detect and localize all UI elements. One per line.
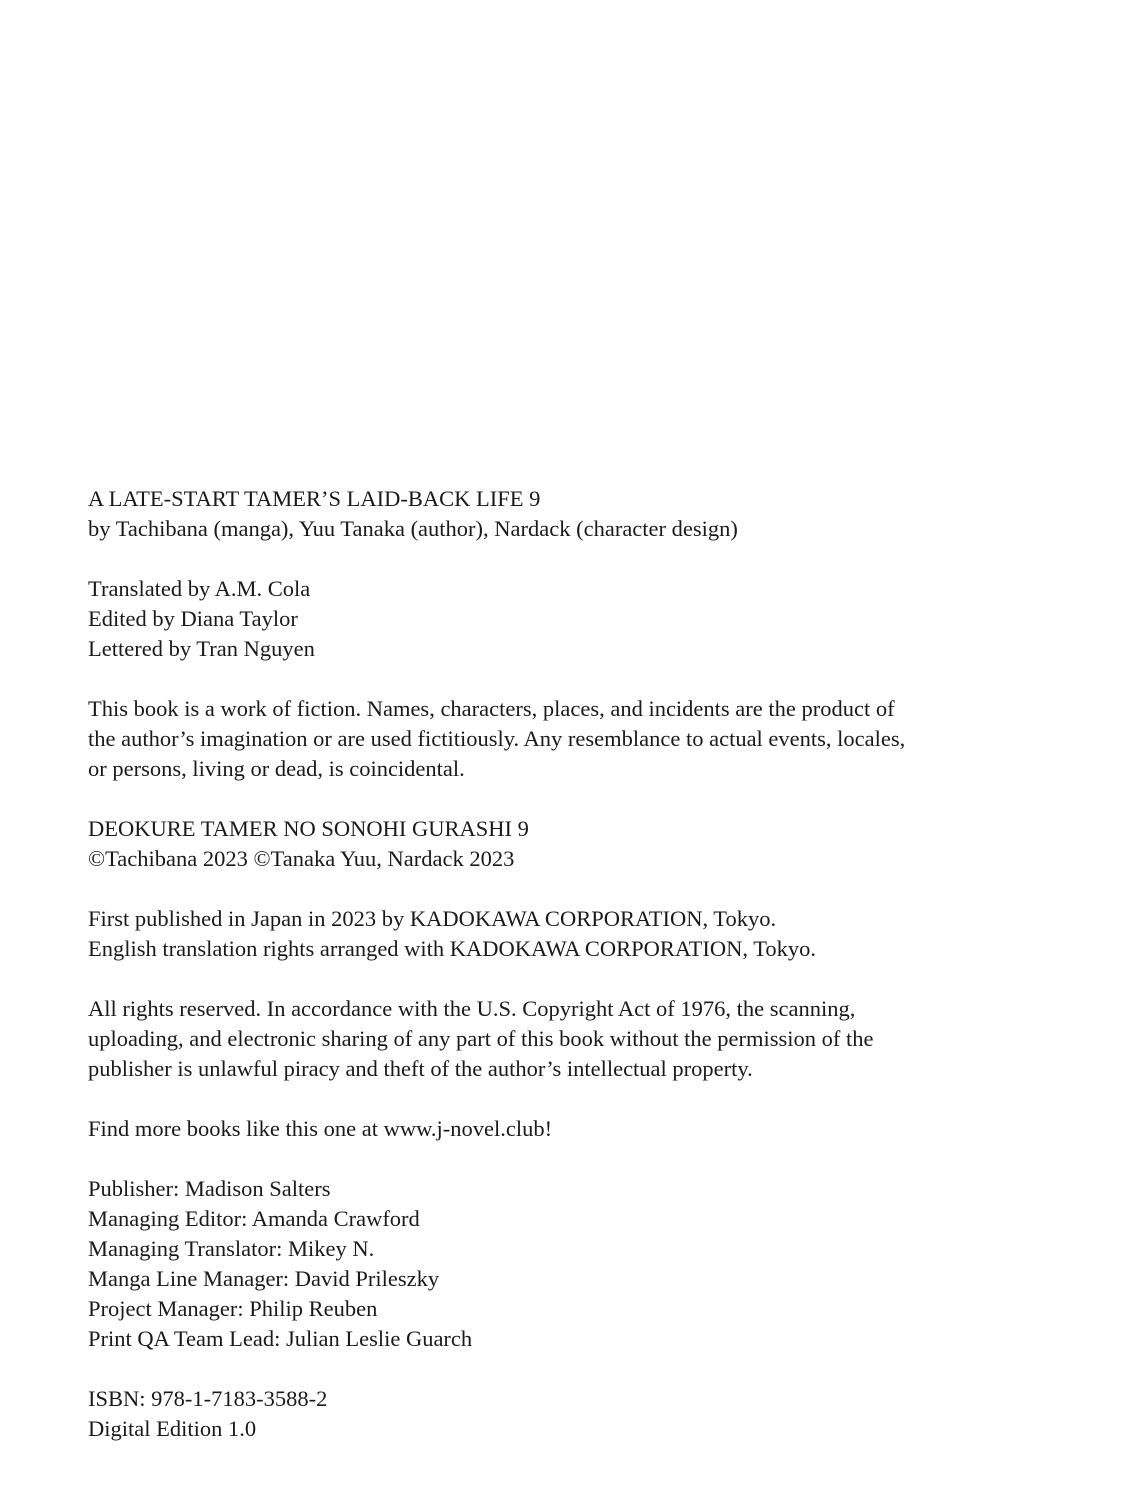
byline: by Tachibana (manga), Yuu Tanaka (author), Nardack (character design): [88, 516, 738, 541]
translator-credit: Translated by A.M. Cola: [88, 576, 311, 601]
disclaimer-line: or persons, living or dead, is coincidental.: [88, 756, 465, 781]
editor-credit: Edited by Diana Taylor: [88, 606, 298, 631]
spacer: [88, 664, 1048, 694]
spacer: [88, 964, 1048, 994]
digital-edition: Digital Edition 1.0: [88, 1416, 257, 1441]
letterer-credit: Lettered by Tran Nguyen: [88, 636, 315, 661]
disclaimer-line: the author’s imagination or are used fictitiously. Any resemblance to actual events, locales,: [88, 726, 906, 751]
managing-editor-credit: Managing Editor: Amanda Crawford: [88, 1206, 420, 1231]
project-manager-credit: Project Manager: Philip Reuben: [88, 1296, 378, 1321]
spacer: [88, 874, 1048, 904]
print-qa-lead-credit: Print QA Team Lead: Julian Leslie Guarch: [88, 1326, 473, 1351]
isbn: ISBN: 978-1-7183-3588-2: [88, 1386, 328, 1411]
first-published-notice: First published in Japan in 2023 by KADOKAWA CORPORATION, Tokyo.: [88, 906, 777, 931]
disclaimer-line: This book is a work of fiction. Names, characters, places, and incidents are the product of: [88, 696, 895, 721]
spacer: [88, 544, 1048, 574]
spacer: [88, 1354, 1048, 1384]
rights-notice-line: publisher is unlawful piracy and theft of the author’s intellectual property.: [88, 1056, 753, 1081]
rights-notice-line: uploading, and electronic sharing of any part of this book without the permission of the: [88, 1026, 874, 1051]
translation-rights-notice: English translation rights arranged with KADOKAWA CORPORATION, Tokyo.: [88, 936, 817, 961]
copyright-page: [88, 484, 1048, 1444]
managing-translator-credit: Managing Translator: Mikey N.: [88, 1236, 375, 1261]
publisher-credit: Publisher: Madison Salters: [88, 1176, 331, 1201]
spacer: [88, 1144, 1048, 1174]
original-copyright: ©Tachibana 2023 ©Tanaka Yuu, Nardack 2023: [88, 846, 515, 871]
spacer: [88, 784, 1048, 814]
rights-notice-line: All rights reserved. In accordance with the U.S. Copyright Act of 1976, the scanning,: [88, 996, 856, 1021]
promo-text: Find more books like this one at www.j-novel.club!: [88, 1116, 553, 1141]
spacer: [88, 1084, 1048, 1114]
original-title: DEOKURE TAMER NO SONOHI GURASHI 9: [88, 816, 529, 841]
manga-line-manager-credit: Manga Line Manager: David Prileszky: [88, 1266, 440, 1291]
book-title: A LATE-START TAMER’S LAID-BACK LIFE 9: [88, 486, 541, 511]
